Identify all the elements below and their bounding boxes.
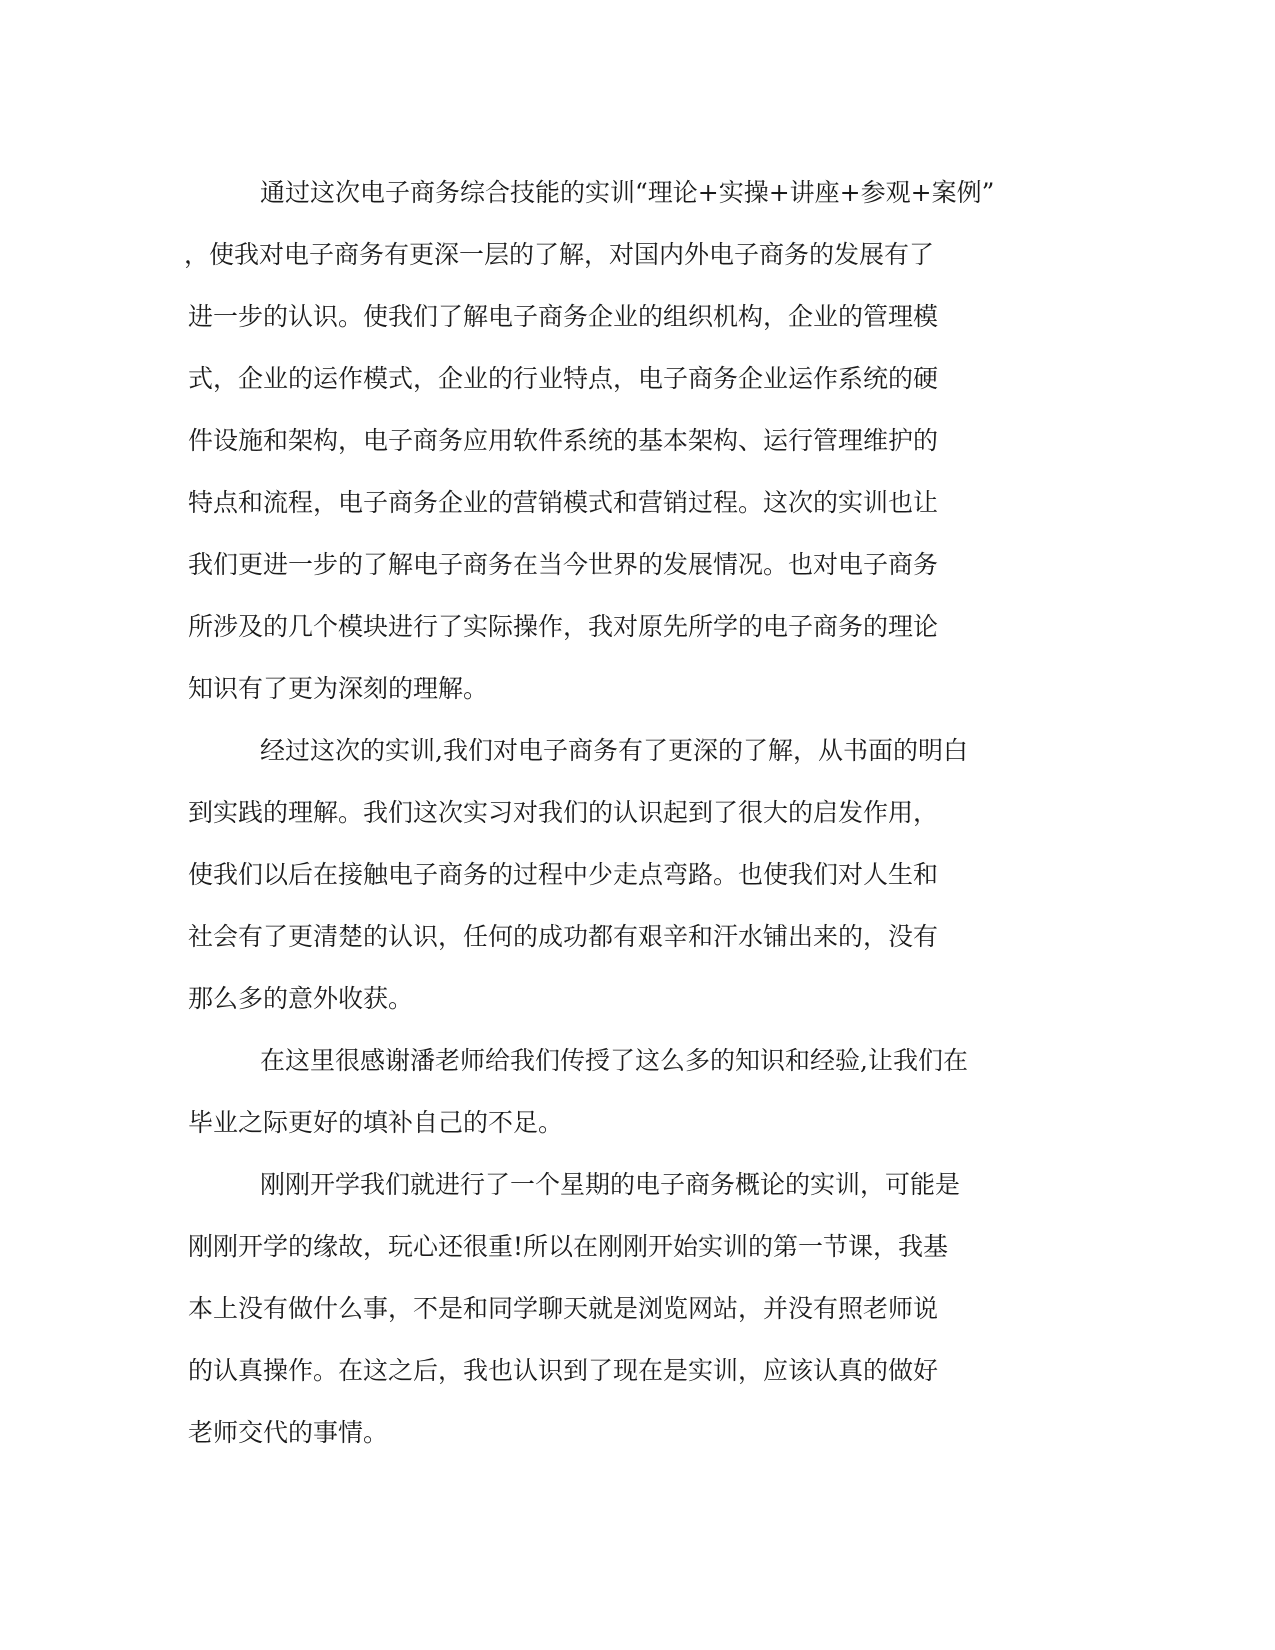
body-text [184, 162, 1068, 1464]
text-line: 在这里很感谢潘老师给我们传授了这么多的知识和经验,让我们在 [260, 1046, 968, 1075]
text-line: 那么多的意外收获。 [188, 984, 414, 1013]
text-line: 式，企业的运作模式，企业的行业特点，电子商务企业运作系统的硬 [188, 364, 939, 393]
paragraph-3 [188, 1030, 1068, 1154]
text-line: 所涉及的几个模块进行了实际操作，我对原先所学的电子商务的理论 [188, 612, 939, 641]
paragraph-4 [188, 1154, 1068, 1464]
paragraph-2 [188, 720, 1068, 1030]
text-line: 知识有了更为深刻的理解。 [188, 674, 489, 703]
text-line: 我们更进一步的了解电子商务在当今世界的发展情况。也对电子商务 [188, 550, 939, 579]
text-line: 毕业之际更好的填补自己的不足。 [188, 1108, 564, 1137]
text-line: 刚刚开学我们就进行了一个星期的电子商务概论的实训，可能是 [260, 1170, 961, 1199]
text-line: 本上没有做什么事，不是和同学聊天就是浏览网站，并没有照老师说 [188, 1294, 939, 1323]
text-line: 特点和流程，电子商务企业的营销模式和营销过程。这次的实训也让 [188, 488, 939, 517]
text-line: 经过这次的实训,我们对电子商务有了更深的了解，从书面的明白 [260, 736, 968, 765]
text-line: 的认真操作。在这之后，我也认识到了现在是实训，应该认真的做好 [188, 1356, 939, 1385]
text-line: 进一步的认识。使我们了解电子商务企业的组织机构，企业的管理模 [188, 302, 939, 331]
text-line: ，使我对电子商务有更深一层的了解，对国内外电子商务的发展有了 [184, 240, 935, 269]
text-line: 使我们以后在接触电子商务的过程中少走点弯路。也使我们对人生和 [188, 860, 939, 889]
text-line: 通过这次电子商务综合技能的实训“理论+实操+讲座+参观+案例” [260, 178, 995, 207]
text-line: 刚刚开学的缘故，玩心还很重!所以在刚刚开始实训的第一节课，我基 [188, 1232, 949, 1261]
text-line: 社会有了更清楚的认识，任何的成功都有艰辛和汗水铺出来的，没有 [188, 922, 939, 951]
text-line: 老师交代的事情。 [188, 1418, 389, 1447]
text-line: 到实践的理解。我们这次实习对我们的认识起到了很大的启发作用， [188, 798, 939, 827]
paragraph-1 [184, 162, 1068, 720]
text-line: 件设施和架构，电子商务应用软件系统的基本架构、运行管理维护的 [188, 426, 939, 455]
